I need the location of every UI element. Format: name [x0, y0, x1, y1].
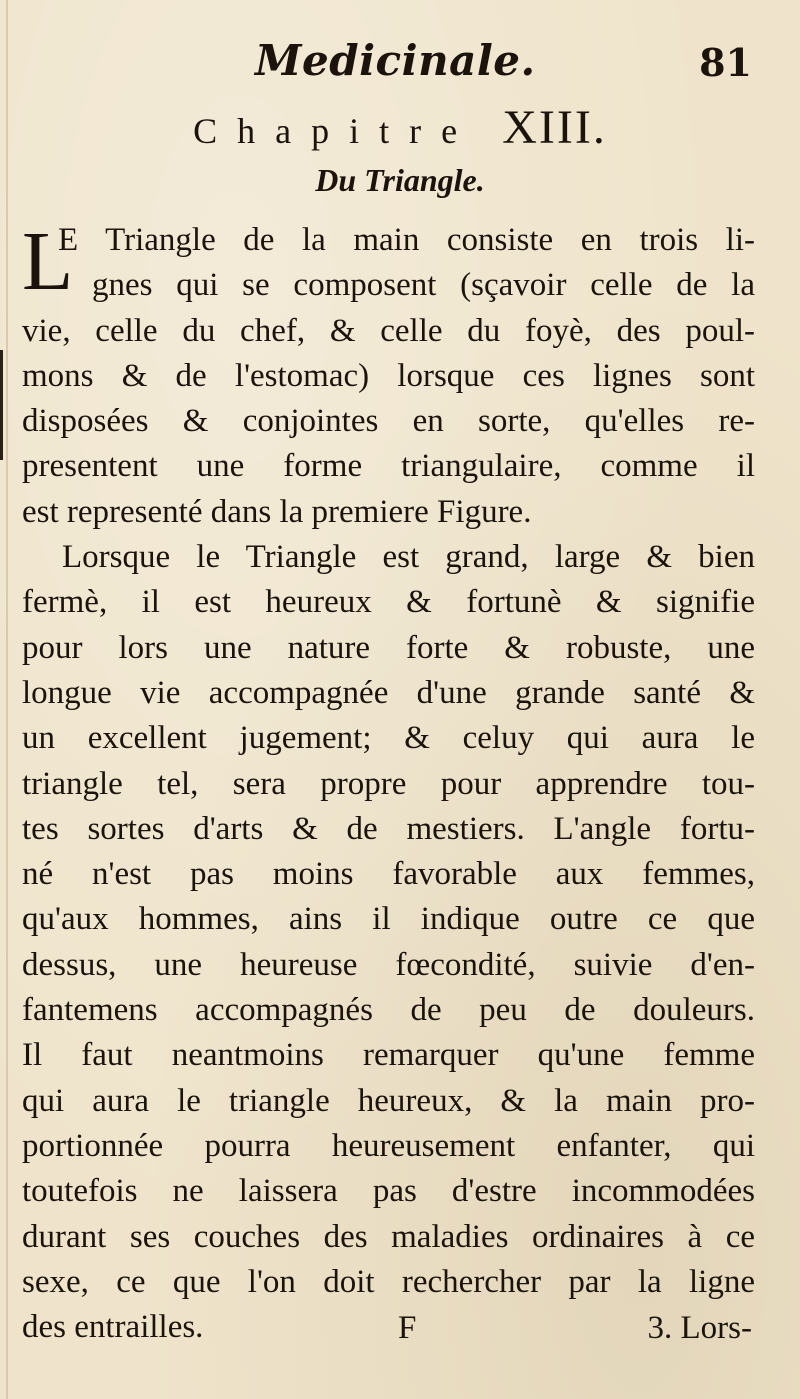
- text-line: sexe, ce que l'on doit rechercher par la ligne: [22, 1263, 755, 1300]
- chapter-number: XIII.: [502, 101, 607, 154]
- text-line: qui aura le triangle heureux, & la main pro-: [22, 1082, 755, 1119]
- text-line: Il faut neantmoins remarquer qu'une femme: [22, 1037, 755, 1074]
- text-line: dessus, une heureuse fœcondité, suivie d'en-: [22, 946, 755, 983]
- text-line: disposées & conjointes en sorte, qu'elles re-: [22, 403, 755, 440]
- text-line: gnes qui se composent (sçavoir celle de la: [92, 267, 755, 304]
- signature-mark: F: [398, 1310, 417, 1346]
- text-line: portionnée pourra heureusement enfanter, qui: [22, 1127, 755, 1164]
- drop-cap: L: [22, 215, 74, 308]
- text-line: des entrailles.: [22, 1309, 204, 1346]
- section-title: Du Triangle.: [315, 162, 485, 198]
- running-head: Medicinale.: [255, 36, 536, 85]
- text-line: presentent une forme triangulaire, comme il: [22, 448, 755, 485]
- page-footer: [0, 1310, 800, 1360]
- page-header: [0, 36, 800, 96]
- text-line: né n'est pas moins favorable aux femmes,: [22, 856, 755, 893]
- text-line: un excellent jugement; & celuy qui aura le: [22, 720, 755, 757]
- text-line: qu'aux hommes, ains il indique outre ce que: [22, 901, 755, 938]
- text-line: tes sortes d'arts & de mestiers. L'angle fortu-: [22, 810, 755, 847]
- text-line: fantemens accompagnés de peu de douleurs.: [22, 992, 755, 1029]
- catchword: 3. Lors-: [647, 1310, 752, 1346]
- text-line: durant ses couches des maladies ordinaires à ce: [22, 1218, 755, 1255]
- page-gutter: [6, 0, 8, 1399]
- text-line: vie, celle du chef, & celle du foyè, des poul-: [22, 312, 755, 349]
- body-text: [22, 215, 755, 1350]
- chapter-heading: [0, 100, 800, 155]
- page-number: 81: [699, 40, 752, 85]
- chapter-word: Chapitre: [193, 111, 478, 151]
- text-line: fermè, il est heureux & fortunè & signifie: [22, 584, 755, 621]
- text-line: E Triangle de la main consiste en trois li-: [58, 222, 755, 258]
- text-line: triangle tel, sera propre pour apprendre tou-: [22, 765, 755, 802]
- binding-mark: [0, 350, 3, 460]
- text-line: pour lors une nature forte & robuste, une: [22, 629, 755, 666]
- text-line: mons & de l'estomac) lorsque ces lignes sont: [22, 357, 755, 394]
- text-line: est representé dans la premiere Figure.: [22, 493, 532, 530]
- text-line: longue vie accompagnée d'une grande santé &: [22, 674, 755, 711]
- text-line: toutefois ne laissera pas d'estre incommodées: [22, 1173, 755, 1210]
- text-line: Lorsque le Triangle est grand, large & bien: [62, 539, 755, 576]
